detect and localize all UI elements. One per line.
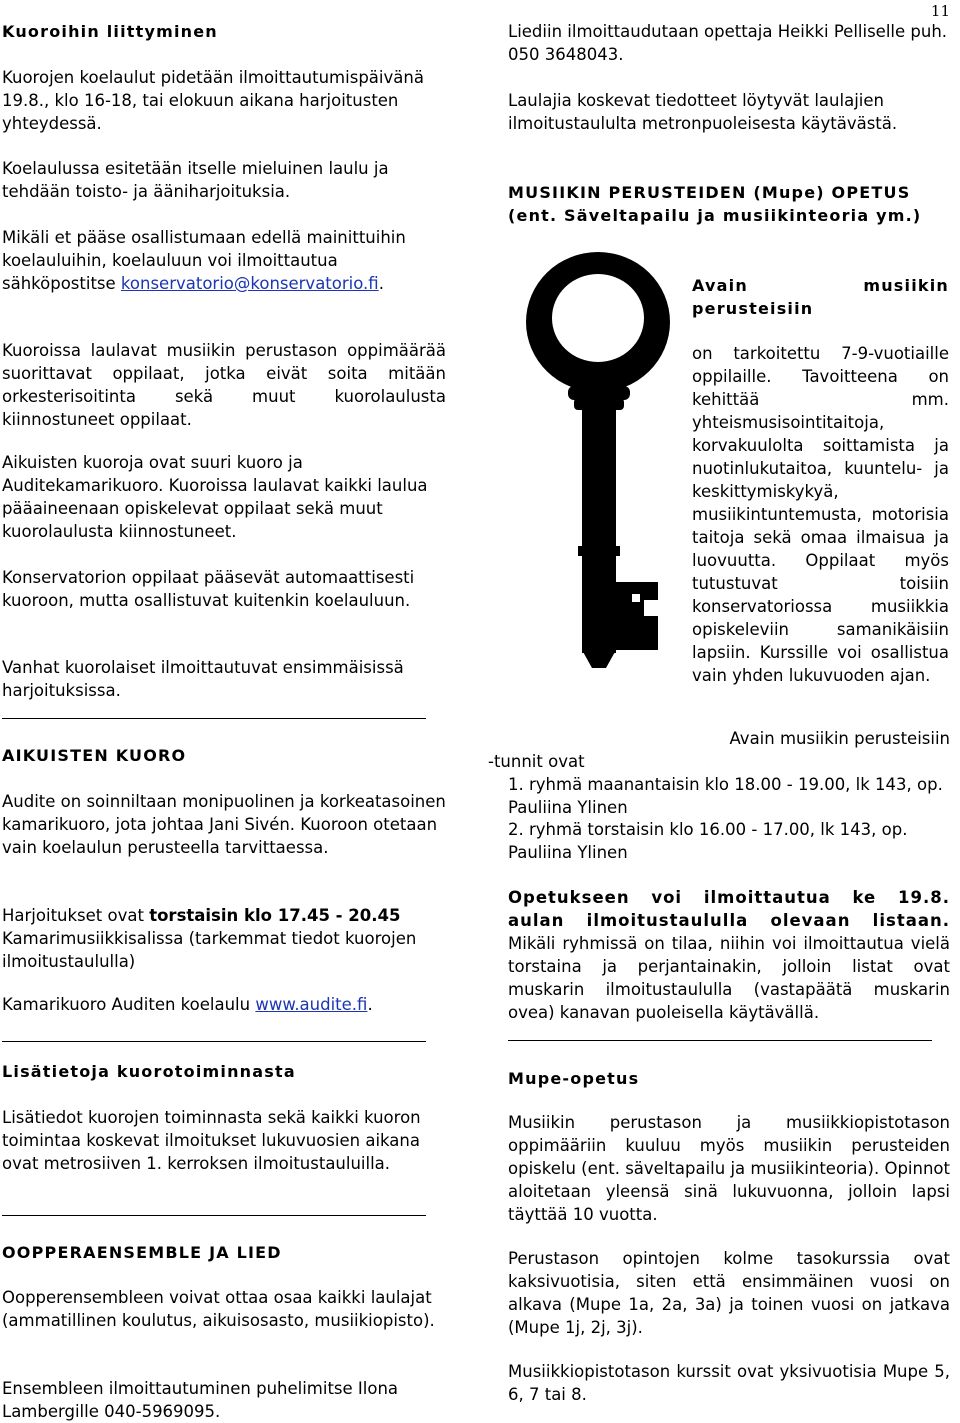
mupe-heading-line2: (ent. Säveltapailu ja musiikinteoria ym.)	[508, 206, 922, 225]
kuoroihin-p5: Aikuisten kuoroja ovat suuri kuoro ja Auditekamarikuoro. Kuoroissa laulavat kaikki laulua pääaineenaan opiskelevat oppilaat sekä muut kuorolaulusta kiinnostuneet.	[2, 453, 428, 541]
mupe-opetus-p2: Perustason opintojen kolme tasokurssia ovat kaksivuotisia, siten että ensimmäinen vuosi on alkava (Mupe 1a, 2a, 3a) ja toinen vuosi on jatkava (Mupe 1j, 2j, 3j).	[508, 1249, 950, 1337]
kuoroihin-p3-end: .	[378, 274, 384, 293]
kuoroihin-p1: Kuorojen koelaulut pidetään ilmoittautumispäivänä 19.8., klo 16-18, tai elokuun aikana harjoitusten yhteydessä.	[2, 68, 424, 133]
aikuisten-p2	[2, 904, 446, 973]
signup-rest: Mikäli ryhmissä on tilaa, niihin voi ilmoittautua vielä torstaina ja perjantainakin, jolloin listat ovat muskarin ilmoitustaululla (vastapäätä muskarin ovea) kanavan puoleisella käytävällä.	[508, 934, 950, 1022]
group-2: 2. ryhmä torstaisin klo 16.00 - 17.00, lk 143, op. Pauliina Ylinen	[508, 820, 908, 862]
aikuisten-p2-rest: Kamarimusiikkisalissa (tarkemmat tiedot kuorojen ilmoitustaululla)	[2, 929, 417, 971]
kuoroihin-p4: Kuoroissa laulavat musiikin perustason oppimäärää suorittavat oppilaat, jotka eivät soita mitään orkesterisoitinta sekä muut kuorolaulusta kiinnostuneet oppilaat.	[2, 341, 446, 429]
kuoroihin-p6: Konservatorion oppilaat pääsevät automaattisesti kuoroon, mutta osallistuvat kuitenkin koelauluun.	[2, 568, 415, 610]
audite-link[interactable]: www.audite.fi	[255, 995, 368, 1014]
lisatietoja-heading: Lisätietoja kuorotoiminnasta	[2, 1062, 296, 1081]
mupe-opetus-heading: Mupe-opetus	[508, 1069, 640, 1088]
page-number: 11	[930, 2, 950, 20]
mupe-heading	[508, 181, 950, 227]
tunnit-title: Avain musiikin perusteisiin	[729, 729, 950, 748]
avain-text: on tarkoitettu 7-9-vuotiaille oppilaille. Tavoitteena on kehittää mm. yhteismusisointitaitoja, korvakuulolta soittamista ja nuotinlukutaitoa, kuuntelu- ja keskittymiskykyä, musiikintuntemusta, motorisia taitoja sekä omaa ilmaisua ja luovuutta. Oppilaat myös tutustuvat toisiin konservatoriossa musiikkia opiskeleviin samanikäisiin lapsiin. Kurssille voi osallistua vain yhden lukuvuoden ajan.	[692, 344, 949, 685]
lisatietoja-p1: Lisätiedot kuorojen toiminnasta sekä kaikki kuoron toimintaa koskevat ilmoitukset lukuvuosien aikana ovat metrosiiven 1. kerroksen ilmoitustauluilla.	[2, 1108, 421, 1173]
lied-info: Liediin ilmoittaudutaan opettaja Heikki Pelliselle puh. 050 3648043.	[508, 22, 948, 64]
kuoroihin-p2: Koelaulussa esitetään itselle mieluinen laulu ja tehdään toisto- ja ääniharjoituksia.	[2, 159, 389, 201]
aikuisten-p3-end: .	[367, 995, 373, 1014]
tunnit-suffix: -tunnit ovat	[488, 752, 585, 771]
aikuisten-p2-bold: torstaisin klo 17.45 - 20.45	[149, 906, 401, 925]
aikuisten-p3-text: Kamarikuoro Auditen koelaulu	[2, 995, 256, 1014]
key-icon	[508, 250, 690, 705]
aikuisten-heading: AIKUISTEN KUORO	[2, 746, 187, 765]
avain-heading: Avain musiikin perusteisiin	[692, 276, 949, 318]
laulajat-info: Laulajia koskevat tiedotteet löytyvät laulajien ilmoitustaululta metronpuoleisesta käytävästä.	[508, 91, 898, 133]
kuoroihin-p7: Vanhat kuorolaiset ilmoittautuvat ensimmäisissä harjoituksissa.	[2, 658, 404, 700]
aikuisten-p3	[2, 993, 446, 1016]
aikuisten-p2-text: Harjoitukset ovat	[2, 906, 150, 925]
signup-bold: Opetukseen voi ilmoittautua ke 19.8. aulan ilmoitustaululla olevaan listaan.	[508, 888, 950, 930]
kuoroihin-p3	[2, 226, 446, 295]
email-link[interactable]: konservatorio@konservatorio.fi	[120, 274, 379, 293]
kuoroihin-p3-text: Mikäli et pääse osallistumaan edellä mainittuihin koelauluihin, koelauluun voi ilmoittautua sähköpostitse	[2, 228, 406, 293]
oopperaensemble-p1: Oopperensembleen voivat ottaa osaa kaikki laulajat (ammatillinen koulutus, aikuisosasto, musiikiopisto).	[2, 1288, 435, 1330]
divider-2	[2, 1041, 426, 1042]
oopperaensemble-p2: Ensembleen ilmoittautuminen puhelimitse Ilona Lambergille 040-5969095.	[2, 1379, 399, 1421]
divider-4	[508, 1040, 932, 1041]
mupe-opetus-p3: Musiikkiopistotason kurssit ovat yksivuotisia Mupe 5, 6, 7 tai 8.	[508, 1362, 950, 1404]
group-1: 1. ryhmä maanantaisin klo 18.00 - 19.00, lk 143, op. Pauliina Ylinen	[508, 775, 943, 817]
divider-3	[2, 1215, 426, 1216]
mupe-opetus-p1: Musiikin perustason ja musiikkiopistotason oppimääriin kuuluu myös musiikin perusteiden opiskelu (ent. säveltapailu ja musiikinteoria). Opinnot aloitetaan yleensä sinä lukuvuonna, jolloin lapsi täyttää 10 vuotta.	[508, 1113, 950, 1224]
mupe-heading-line1: MUSIIKIN PERUSTEIDEN (Mupe) OPETUS	[508, 183, 911, 202]
divider-1	[2, 718, 426, 719]
oopperaensemble-heading: OOPPERAENSEMBLE JA LIED	[2, 1243, 282, 1262]
signup-info	[508, 886, 950, 1024]
aikuisten-p1: Audite on soinniltaan monipuolinen ja korkeatasoinen kamarikuoro, jota johtaa Jani Sivén. Kuoroon otetaan vain koelaulun perusteella tarvittaessa.	[2, 792, 446, 857]
kuoroihin-heading: Kuoroihin liittyminen	[2, 22, 218, 41]
